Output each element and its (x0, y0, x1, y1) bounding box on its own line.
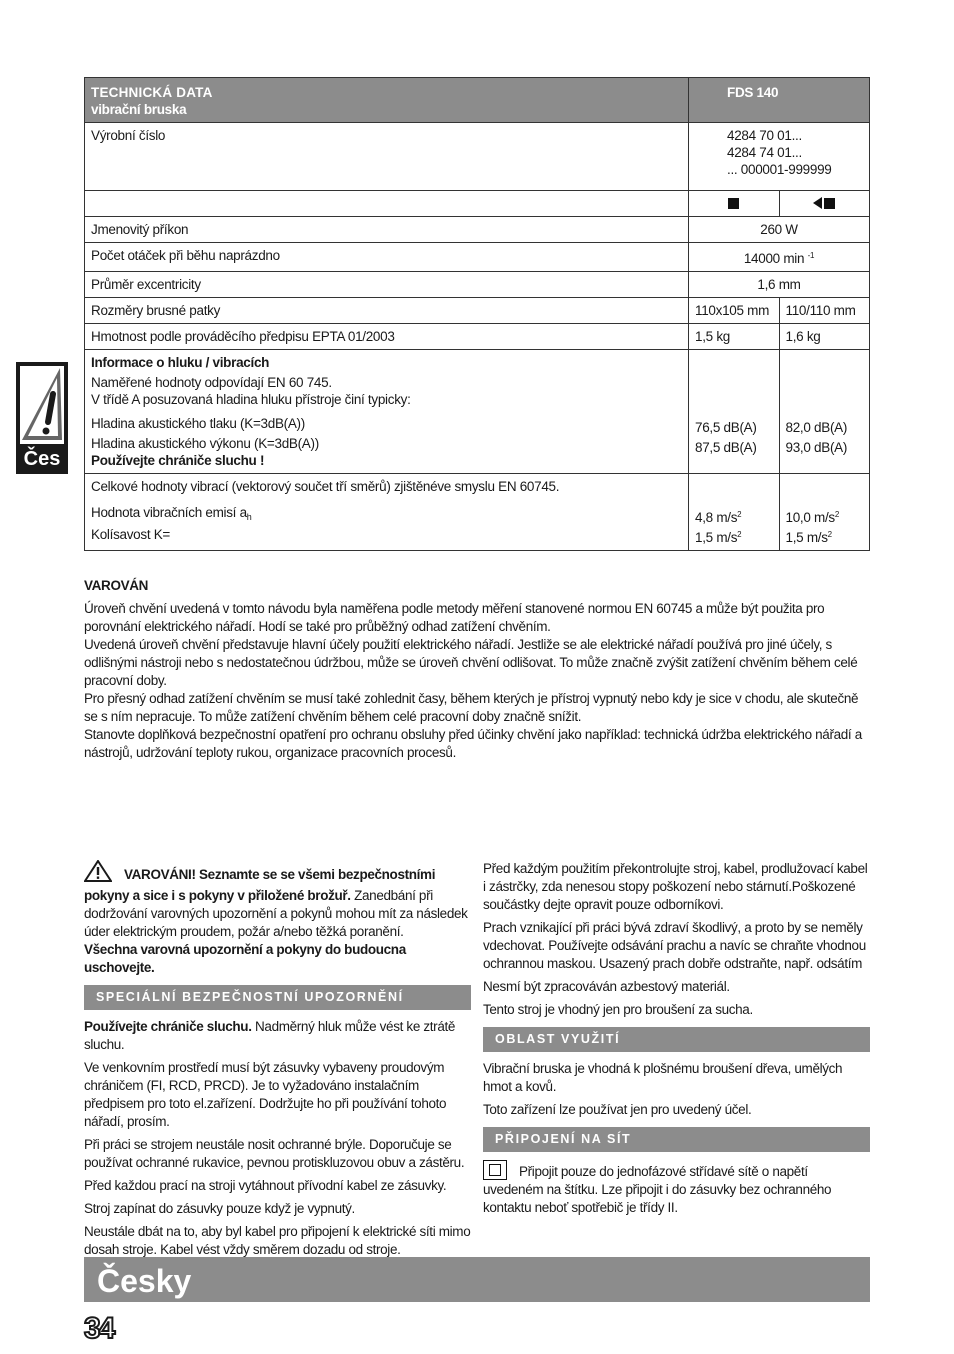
goggles-paragraph: Při práci se strojem neustále nosit ochranné brýle. Doporučuje se používat ochranné rukavice, pevnou protiskluzovou obuv a zástěru. (84, 1137, 465, 1170)
safety-intro-bold: VAROVÁNI! Seznamte se se všemi bezpečnostními pokyny a sice i s pokyny v přiložené brožuř. (84, 867, 436, 903)
language-footer-bar (84, 1257, 870, 1302)
speed-number: 14000 min (743, 251, 805, 266)
mains-text: Připojit pouze do jednofázové střídavé sítě o napětí uvedeném na štítku. Lze připojit i do zásuvky bez ochranného kontaktu neboť spotřebič je třídy II. (483, 1164, 832, 1215)
noise-pressure-b: 82,0 dB(A) (785, 420, 848, 435)
warning-paragraph-4: Stanovte doplňková bezpečnostní opatření pro ochranu obsluhy před účinky chvění jako například: technická údržba elektrického nářadí a nástrojů, udržování teploty rukou, organizace pracovních procesů. (84, 727, 862, 760)
vibration-emission-b (786, 506, 864, 526)
squared-sup: 2 (834, 510, 840, 519)
table-row (85, 191, 870, 217)
noise-line-2: V třídě A posuzovaná hladina hluku přístroje činí typicky: (91, 392, 411, 407)
header-subtitle: vibrační bruska (91, 102, 187, 117)
asbestos-paragraph: Nesmí být zpracováván azbestový materiál. (483, 979, 730, 994)
variant-b-cell (779, 191, 870, 217)
dust-paragraph: Prach vznikající při práci bývá zdraví škodlivý, a proto by se neměly vdechovat. Používejte odsávání prachu a navíc se chraňte vhodnou ochrannou maskou. Usazený prach dobře odstraňte, např. odsátím (483, 920, 866, 971)
noise-power-a: 87,5 dB(A) (695, 440, 757, 455)
vibration-uncertainty-a-value: 1,5 m/s (695, 530, 738, 545)
table-header-title (85, 78, 689, 123)
mains-paragraph (483, 1160, 870, 1217)
cable-paragraph: Neustále dbát na to, aby byl kabel pro připojení k elektrické síti mimo dosah stroje. Kabel vést vždy směrem dozadu od stroje. (84, 1224, 471, 1257)
table-row (85, 123, 870, 191)
square-icon (824, 198, 835, 209)
blank-cell (85, 191, 689, 217)
section-banner-use: OBLAST VYUŽITÍ (483, 1027, 870, 1052)
vibration-emission-a-value: 4,8 m/s (695, 510, 738, 525)
square-icon (728, 198, 739, 209)
variant-a-cell (689, 191, 780, 217)
footer-language: Česky (97, 1263, 192, 1299)
table-row (85, 350, 870, 474)
noise-values-a (689, 350, 780, 474)
serial-label: Výrobní číslo (85, 123, 689, 191)
table-header-row (85, 78, 870, 123)
warning-triangle-icon (84, 860, 112, 887)
power-value: 260 W (689, 217, 870, 243)
table-row (85, 474, 870, 551)
speed-label: Počet otáček při běhu naprázdno (85, 243, 689, 272)
vibration-uncertainty-b-value: 1,5 m/s (785, 530, 828, 545)
vibration-emission-label (91, 504, 682, 526)
ear-protection-text: Nadměrný hluk může vést ke ztrátě sluchu. (84, 1019, 456, 1052)
rcd-paragraph: Ve venkovním prostředí musí být zásuvky vybaveny proudovým chráničem (FI, RCD, PRCD). Je to vyžadováno instalačním předpisem pro toto el.zařízení. Dodržujte ho při používání tohoto nářadí, prosím. (84, 1060, 447, 1129)
vibration-uncertainty-b (786, 526, 864, 546)
table-row (85, 217, 870, 243)
safety-intro-text: Zanedbání při dodržování varovných upozornění a pokynů mohou mít za následek úder elektrickým proudem, požár a/nebo těžká poranění. (84, 888, 468, 939)
noise-title: Informace o hluku / vibracích (91, 355, 270, 370)
safety-keep-note: Všechna varovná upozornění a pokyny do budoucna uschovejte. (84, 942, 406, 975)
noise-values-b (779, 350, 870, 474)
warning-paragraph-3: Pro přesný odhad zatížení chvěním se musí také zohlednit časy, během kterých je přístroj vypnutý nebo kdy je sice v chodu, ale skutečně se s ním nepracuje. To může zatížení chvěním během celé pracovní doby značně snížit. (84, 691, 859, 724)
power-label: Jmenovitý příkon (85, 217, 689, 243)
serial-2: 4284 74 01... (727, 145, 802, 160)
vibration-emission-a (695, 506, 773, 526)
switch-off-paragraph: Stroj zapínat do zásuvky pouze když je vypnutý. (84, 1201, 355, 1216)
header-model: FDS 140 (689, 78, 870, 123)
unplug-paragraph: Před každou prací na stroji vytáhnout přívodní kabel ze zásuvky. (84, 1178, 447, 1193)
vibration-emission-sub: h (246, 512, 252, 522)
vibration-uncertainty-a (695, 526, 773, 546)
section-banner-safety: SPECIÁLNÍ BEZPEČNOSTNÍ UPOZORNĚNÍ (84, 985, 471, 1010)
warning-paragraph-2: Uvedená úroveň chvění představuje hlavní účely použití elektrického nářadí. Jestliže se ale elektrické nářadí používá pro jiné účely, s odlišnými nástroji nebo s nedostatečnou údržbou, může se úroveň chvění odlišovat. To může značně zvýšit zatížení chvěním během celé pracovní doby. (84, 637, 858, 688)
vibration-intro: Celkové hodnoty vibrací (vektorový součet tří směrů) zjištěnéve smyslu EN 60745. (91, 479, 560, 494)
table-row (85, 243, 870, 272)
noise-pressure-label: Hladina akustického tlaku (K=3dB(A)) (91, 416, 305, 431)
right-column (483, 860, 870, 1222)
section-banner-mains: PŘIPOJENÍ NA SÍT (483, 1127, 870, 1152)
pad-a: 110x105 mm (689, 298, 780, 324)
pad-label: Rozměry brusné patky (85, 298, 689, 324)
intended-use-paragraph: Toto zařízení lze používat jen pro uvedený účel. (483, 1102, 752, 1117)
noise-info (85, 350, 689, 474)
noise-power-label: Hladina akustického výkonu (K=3dB(A)) (91, 436, 319, 451)
vibration-values-a (689, 474, 780, 551)
safety-intro (84, 860, 471, 977)
technical-data-table (84, 77, 870, 551)
class-ii-icon (483, 1160, 507, 1180)
weight-a: 1,5 kg (689, 324, 780, 350)
warning-paragraph-1: Úroveň chvění uvedená v tomto návodu byla naměřena podle metody měření stanovené normou EN 60745 a může být použita pro porovnání elektrického nářadí. Hodí se také pro průběžný odhad zatížení chvěním. (84, 601, 825, 634)
vibration-info (85, 474, 689, 551)
inspection-paragraph: Před každým použitím překontrolujte stroj, kabel, prodlužovací kabel i zástrčky, zda nenesou stopy poškození nebo stárnutí.Poškozené součástky dejte opravit pouze odborníkovi. (483, 861, 868, 912)
pad-b: 110/110 mm (779, 298, 870, 324)
vibration-emission-b-value: 10,0 m/s (785, 510, 835, 525)
noise-power-b: 93,0 dB(A) (785, 440, 848, 455)
table-row (85, 272, 870, 298)
table-row (85, 324, 870, 350)
squared-sup: 2 (827, 530, 832, 539)
noise-line-1: Naměřené hodnoty odpovídají EN 60 745. (91, 375, 332, 390)
noise-pressure-a: 76,5 dB(A) (695, 420, 757, 435)
warning-triangle-icon (20, 366, 64, 444)
triangle-left-icon (813, 197, 822, 209)
ear-protection-bold: Používejte chrániče sluchu. (84, 1019, 252, 1034)
ear-protection-note: Používejte chrániče sluchu ! (91, 453, 265, 468)
eccentricity-label: Průměr excentricity (85, 272, 689, 298)
language-side-tab (16, 362, 68, 474)
serial-1: 4284 70 01... (727, 128, 802, 143)
speed-unit-sup: -1 (807, 251, 815, 260)
serial-3: ... 000001-999999 (727, 162, 832, 177)
serial-values (689, 123, 870, 191)
weight-label: Hmotnost podle prováděcího předpisu EPTA 01/2003 (85, 324, 689, 350)
eccentricity-value: 1,6 mm (689, 272, 870, 298)
page-number: 34 (84, 1312, 114, 1345)
vibration-warning (84, 577, 870, 762)
squared-sup: 2 (737, 510, 742, 519)
weight-b: 1,6 kg (779, 324, 870, 350)
header-title: TECHNICKÁ DATA (91, 85, 213, 100)
table-row (85, 298, 870, 324)
vibration-emission-text: Hodnota vibračních emisí a (91, 505, 247, 520)
warning-title: VAROVÁN (84, 578, 149, 593)
speed-value (689, 243, 870, 272)
left-column (84, 860, 471, 1264)
dry-sanding-paragraph: Tento stroj je vhodný jen pro broušení za sucha. (483, 1002, 753, 1017)
vibration-values-b (779, 474, 870, 551)
use-paragraph: Vibrační bruska je vhodná k plošnému broušení dřeva, umělých hmot a kovů. (483, 1061, 843, 1094)
side-tab-label: Čes (23, 448, 61, 470)
ear-protection-paragraph (84, 1018, 471, 1054)
vibration-uncertainty-label: Kolísavost K= (91, 527, 171, 542)
squared-sup: 2 (737, 530, 742, 539)
